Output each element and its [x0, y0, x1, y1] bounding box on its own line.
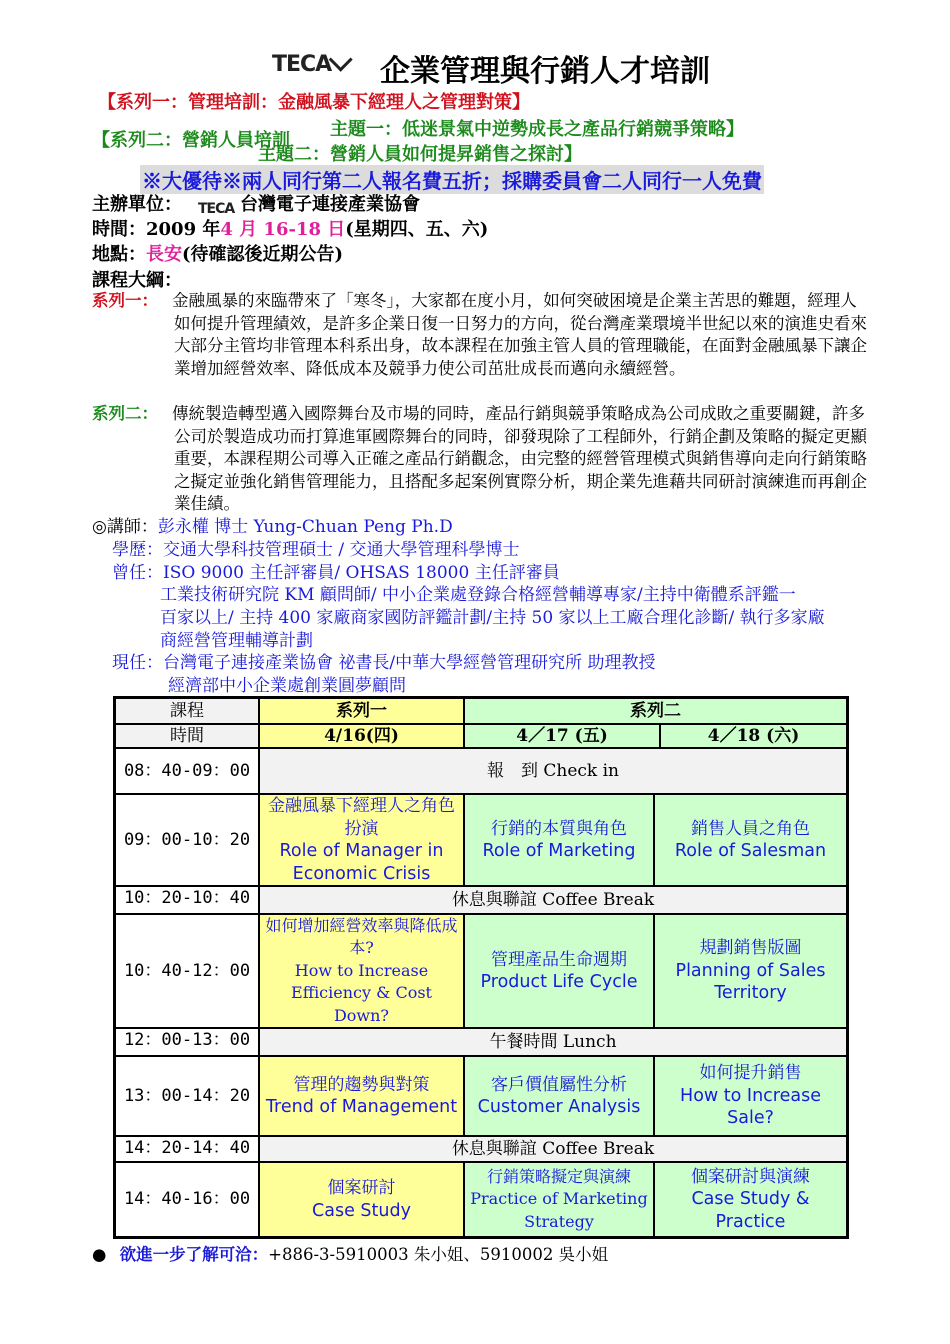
organizer-label: 主辦單位：: [92, 194, 182, 215]
course-efficiency-cost[interactable]: [259, 914, 464, 1028]
course-marketing-strategy[interactable]: [464, 1162, 654, 1237]
course-zh: 行銷的本質與角色: [491, 818, 627, 839]
place-city: 長安: [146, 244, 182, 265]
course-customer-analysis[interactable]: [464, 1056, 654, 1136]
header-time: 時間: [115, 724, 259, 748]
course-en: Practice of Marketing Strategy: [470, 1189, 648, 1231]
contact-label: 欲進一步了解可洽：: [119, 1245, 269, 1264]
outline-s2-label: 系列二：: [92, 404, 158, 423]
tutor-past-row: [112, 562, 560, 585]
series2-title: 【系列二：營銷人員培訓: [92, 130, 290, 151]
teca-logo: TECA: [272, 52, 352, 77]
series2-topic1: 主題一：低迷景氣中逆勢成長之產品行銷競爭策略】: [330, 119, 744, 140]
header-day3: 4／18 (六): [660, 724, 847, 748]
tutor-name-row: [92, 516, 453, 539]
time-slot-5: 12：00-13：00: [115, 1028, 259, 1056]
time-date: 4 月 16-18 日: [220, 219, 346, 240]
time-days: (星期四、五、六): [345, 219, 489, 240]
course-zh: 個案研討: [327, 1178, 396, 1198]
page-title: 企業管理與行銷人才培訓: [380, 54, 710, 89]
coffee-break-1: 休息與聯誼 Coffee Break: [259, 886, 847, 914]
tutor-edu-row: [112, 539, 520, 562]
course-zh: 如何增加經營效率與降低成本?: [265, 915, 458, 958]
course-en: Product Life Cycle: [480, 972, 638, 992]
course-trend-of-management[interactable]: [259, 1056, 464, 1136]
tutor-now1: 台灣電子連接產業協會 祕書長/中華大學經營管理研究所 助理教授: [163, 653, 656, 673]
contact-row: [92, 1241, 608, 1265]
time-label: 時間：: [92, 219, 146, 240]
course-zh: 如何提升銷售: [699, 1063, 802, 1084]
place-row: [92, 240, 343, 266]
header-series1: 系列一: [259, 698, 464, 724]
time-slot-3: 10：20-10：40: [115, 886, 259, 914]
course-en: Role of Marketing: [482, 841, 636, 861]
course-product-life-cycle[interactable]: [464, 914, 654, 1028]
course-en: Case Study: [312, 1200, 411, 1221]
tutor-edu: 交通大學科技管理碩士 / 交通大學管理科學博士: [163, 540, 520, 560]
course-en: Case Study & Practice: [691, 1189, 810, 1232]
course-zh: 銷售人員之角色: [691, 818, 810, 839]
outline-series2: [92, 403, 882, 518]
course-en: Planning of Sales Territory: [675, 960, 826, 1004]
time-slot-2: 09：00-10：20: [115, 794, 259, 886]
place-label: 地點：: [92, 244, 146, 265]
outline-label: 課程大綱：: [92, 270, 182, 291]
outline-s1-label: 系列一：: [92, 291, 158, 310]
outline-s1-text: 金融風暴的來臨帶來了「寒冬」，大家都在度小月，如何突破困境是企業主苦思的難題，經理人如何提升管理績效，是許多企業日復一日努力的方向，從台灣產業環境半世紀以來的演進史看來大部分主管均非管理本科系出身，故本課程在加強主管人員的管理職能，在面對金融風暴下讓企業增加經營效率、降低成本及競爭力使公司茁壯成長而邁向永續經營。: [172, 291, 867, 378]
bullet-icon: ●: [92, 1245, 107, 1264]
time-row: [92, 215, 488, 241]
course-role-of-manager[interactable]: [259, 794, 464, 886]
course-en: Role of Manager in Economic Crisis: [279, 841, 444, 884]
tutor-past2: 工業技術研究院 KM 顧問師/ 中小企業處登錄合格經營輔導專家/主持中衛體系評鑑一: [160, 585, 796, 605]
coffee-break-2: 休息與聯誼 Coffee Break: [259, 1136, 847, 1162]
series2-topic2: 主題二：營銷人員如何提昇銷售之探討】: [258, 144, 582, 165]
course-zh: 金融風暴下經理人之角色扮演: [268, 796, 455, 839]
tutor-past3: 百家以上/ 主持 400 家廠商家國防評鑑計劃/主持 50 家以上工廠合理化診斷/ 執行多家廠: [160, 608, 825, 628]
course-en: Trend of Management: [265, 1097, 458, 1117]
time-slot-8: 14：40-16：00: [115, 1162, 259, 1237]
tutor-past4: 商經營管理輔導計劃: [160, 631, 313, 651]
course-case-study-practice[interactable]: [654, 1162, 847, 1237]
course-case-study[interactable]: [259, 1162, 464, 1237]
series1-title: 【系列一：管理培訓：金融風暴下經理人之管理對策】: [98, 92, 530, 113]
header-series2: 系列二: [464, 698, 847, 724]
schedule-table: [113, 696, 849, 1239]
course-role-of-marketing[interactable]: [464, 794, 654, 886]
course-en: Role of Salesman: [674, 841, 827, 861]
tutor-past-label: 曾任：: [112, 563, 163, 583]
course-zh: 管理產品生命週期: [491, 949, 627, 970]
header-day1: 4/16(四): [259, 724, 464, 748]
tutor-now2: 經濟部中小企業處創業圓夢顧問: [168, 676, 406, 696]
course-increase-sale[interactable]: [654, 1056, 847, 1136]
course-en: How to Increase Sale?: [680, 1085, 821, 1129]
time-year: 2009 年: [146, 219, 221, 240]
header-course: 課程: [115, 698, 259, 724]
organizer-logo: TECA: [198, 201, 235, 217]
checkin-cell: 報 到 Check in: [259, 748, 847, 794]
contact-phone[interactable]: +886-3-5910003 朱小姐、5910002 吳小姐: [268, 1245, 609, 1264]
time-slot-1: 08：40-09：00: [115, 748, 259, 794]
tutor-edu-label: 學歷：: [112, 540, 163, 560]
course-sales-territory[interactable]: [654, 914, 847, 1028]
header-day2: 4／17 (五): [464, 724, 660, 748]
tutor-now-label: 現任：: [112, 653, 163, 673]
tutor-name: 彭永權 博士 Yung-Chuan Peng Ph.D: [157, 517, 453, 537]
tutor-past1: ISO 9000 主任評審員/ OHSAS 18000 主任評審員: [163, 563, 560, 583]
course-zh: 規劃銷售版圖: [699, 938, 802, 959]
course-zh: 客戶價值屬性分析: [491, 1074, 627, 1095]
course-zh: 行銷策略擬定與演練: [486, 1166, 631, 1186]
organizer-name: 台灣電子連接產業協會: [240, 194, 420, 215]
tutor-label: ◎講師：: [92, 517, 158, 537]
time-slot-6: 13：00-14：20: [115, 1056, 259, 1136]
time-slot-7: 14：20-14：40: [115, 1136, 259, 1162]
course-role-of-salesman[interactable]: [654, 794, 847, 886]
tutor-now-row: [112, 652, 656, 675]
course-zh: 個案研討與演練: [691, 1166, 810, 1187]
course-zh: 管理的趨勢與對策: [293, 1074, 430, 1095]
time-slot-4: 10：40-12：00: [115, 914, 259, 1028]
course-en: How to Increase Efficiency & Cost Down?: [291, 960, 432, 1025]
outline-series1: [92, 290, 882, 405]
place-note: (待確認後近期公告): [182, 244, 344, 265]
promo-banner: ※大優待※兩人同行第二人報名費五折；採購委員會二人同行一人免費: [140, 165, 764, 194]
outline-s2-text: 傳統製造轉型邁入國際舞台及市場的同時，產品行銷與競爭策略成為公司成敗之重要關鍵，許多公司於製造成功而打算進軍國際舞台的同時，卻發現除了工程師外，行銷企劃及策略的擬定更顯重要，本課程期公司導入正確之產品行銷觀念，由完整的經營管理模式與銷售導向走向行銷策略之擬定並強化銷售管理能力，且搭配多起案例實際分析，期企業先進藉共同研討演練進而再創企業佳績。: [172, 404, 867, 513]
lunch-cell: 午餐時間 Lunch: [259, 1028, 847, 1056]
course-en: Customer Analysis: [477, 1097, 641, 1117]
